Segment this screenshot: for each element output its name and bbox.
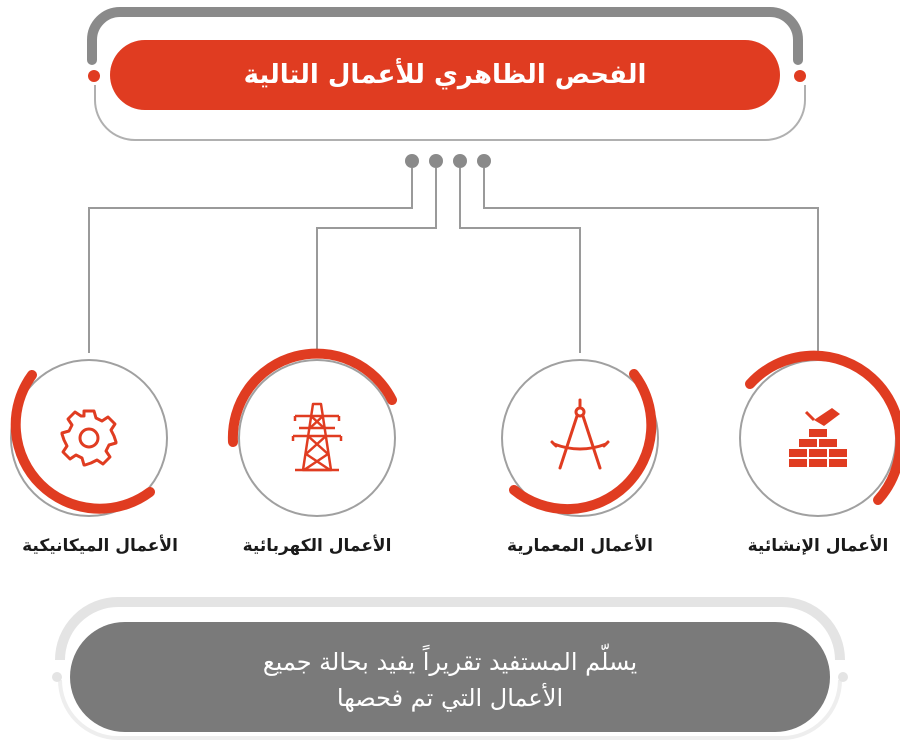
connector-dot-3 — [453, 154, 467, 168]
circle-electrical — [239, 360, 395, 516]
footer-line-1: يسلّم المستفيد تقريراً يفيد بحالة جميع — [262, 648, 638, 676]
connector-line-architectural — [460, 168, 580, 353]
label-architectural: الأعمال المعمارية — [506, 536, 653, 556]
category-circles — [11, 354, 900, 516]
connector-line-mechanical — [89, 168, 412, 353]
page-title: الفحص الظاهري للأعمال التالية — [243, 60, 647, 90]
title-dot-left — [88, 70, 100, 82]
footer-note — [160, 632, 740, 728]
title-dot-right — [794, 70, 806, 82]
footer-dot-left — [52, 672, 62, 682]
label-mechanical: الأعمال الميكانيكية — [22, 536, 178, 556]
connector-dot-2 — [429, 154, 443, 168]
label-structural: الأعمال الإنشائية — [747, 536, 889, 556]
connector-dots — [405, 154, 491, 168]
connector-dot-1 — [405, 154, 419, 168]
footer-dot-right — [838, 672, 848, 682]
connector-dot-4 — [477, 154, 491, 168]
connector-line-electrical — [317, 168, 436, 353]
connector-lines — [89, 168, 818, 353]
connector-line-structural — [484, 168, 818, 353]
label-electrical: الأعمال الكهربائية — [242, 536, 392, 556]
footer-line-2: الأعمال التي تم فحصها — [336, 684, 564, 712]
